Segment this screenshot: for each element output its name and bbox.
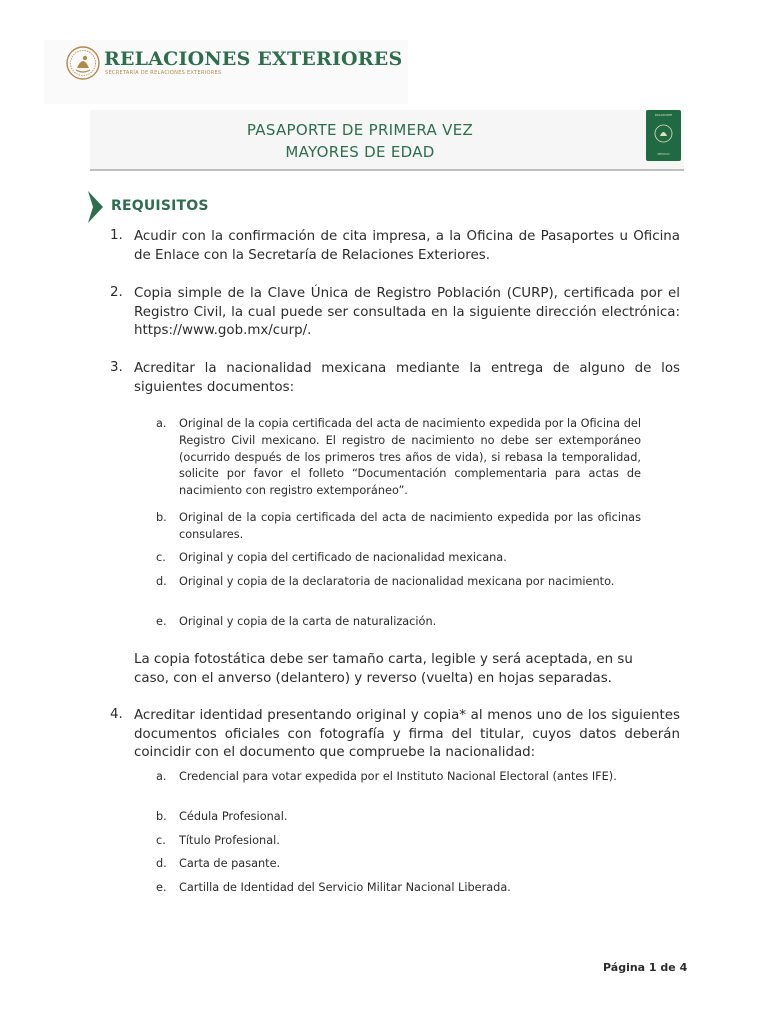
title-line-1: PASAPORTE DE PRIMERA VEZ bbox=[246, 121, 474, 139]
subitem-letter: b. bbox=[156, 511, 167, 524]
item-number: 2. bbox=[110, 285, 123, 300]
subitem-text: Original y copia de la carta de naturalización. bbox=[179, 615, 437, 628]
subitem-letter: e. bbox=[156, 615, 167, 628]
subitem-letter: d. bbox=[156, 857, 167, 870]
item-number: 3. bbox=[110, 360, 123, 375]
subitem-text: Original y copia del certificado de nacionalidad mexicana. bbox=[179, 551, 507, 564]
page-number: Página 1 de 4 bbox=[603, 961, 688, 974]
header-divider bbox=[90, 169, 684, 171]
subitem-text: Original de la copia certificada del acta de nacimiento expedida por la Oficina del Registro Civil mexicano. El registro de nacimiento no debe ser extemporáneo (ocurrido después de los primeros tres años de vida), si rebasa la temporalidad, solicite por favor el folleto “Documentación complementaria para actas de nacimiento con registro extemporáneo”. bbox=[179, 417, 641, 498]
subitem-letter: c. bbox=[156, 551, 166, 564]
title-line-2: MAYORES DE EDAD bbox=[285, 143, 435, 161]
subitem-text: Original y copia de la declaratoria de nacionalidad mexicana por nacimiento. bbox=[179, 575, 615, 588]
subitem-text: Carta de pasante. bbox=[179, 857, 281, 870]
subitem-text: Título Profesional. bbox=[179, 834, 280, 847]
subitem-text: Original de la copia certificada del acta de nacimiento expedida por las oficinas consulares. bbox=[179, 511, 641, 541]
subitem-letter: b. bbox=[156, 810, 167, 823]
subitem-letter: a. bbox=[156, 417, 167, 430]
item-number: 4. bbox=[110, 707, 123, 722]
org-name: RELACIONES EXTERIORES bbox=[104, 48, 403, 70]
passport-cover-icon bbox=[646, 110, 681, 161]
item-text: Copia simple de la Clave Única de Registro Población (CURP), certificada por el Registro Civil, la cual puede ser consultada en la siguiente dirección electrónica: https://www.gob.mx/curp/. bbox=[134, 286, 680, 338]
subitem-letter: e. bbox=[156, 881, 167, 894]
section-heading: REQUISITOS bbox=[111, 198, 209, 214]
item-text: Acudir con la confirmación de cita impresa, a la Oficina de Pasaportes u Oficina de Enlace con la Secretaría de Relaciones Exteriores. bbox=[134, 229, 680, 263]
mexican-seal-icon bbox=[66, 46, 100, 80]
subitem-letter: a. bbox=[156, 770, 167, 783]
passport-cover-country: MÉXICO bbox=[657, 152, 670, 156]
subitem-text: Cédula Profesional. bbox=[179, 810, 288, 823]
item-number: 1. bbox=[110, 228, 123, 243]
item-note: La copia fotostática debe ser tamaño carta, legible y será aceptada, en su caso, con el anverso (delantero) y reverso (vuelta) en hojas separadas. bbox=[134, 652, 633, 686]
org-subtitle: SECRETARÍA DE RELACIONES EXTERIORES bbox=[105, 70, 222, 76]
document-title bbox=[190, 119, 530, 163]
passport-cover-title: PASAPORTE bbox=[654, 113, 673, 117]
item-text: Acreditar la nacionalidad mexicana mediante la entrega de alguno de los siguientes documentos: bbox=[134, 361, 680, 395]
subitem-letter: c. bbox=[156, 834, 166, 847]
passport-seal-icon bbox=[654, 124, 673, 143]
subitem-text: Cartilla de Identidad del Servicio Militar Nacional Liberada. bbox=[179, 881, 511, 894]
subitem-letter: d. bbox=[156, 575, 167, 588]
item-text: Acreditar identidad presentando original y copia* al menos uno de los siguientes documentos oficiales con fotografía y firma del titular, cuyos datos deberán coincidir con el documento que compruebe la nacionalidad: bbox=[134, 708, 680, 760]
subitem-text: Credencial para votar expedida por el Instituto Nacional Electoral (antes IFE). bbox=[179, 770, 617, 783]
chevron-right-icon bbox=[88, 191, 104, 223]
